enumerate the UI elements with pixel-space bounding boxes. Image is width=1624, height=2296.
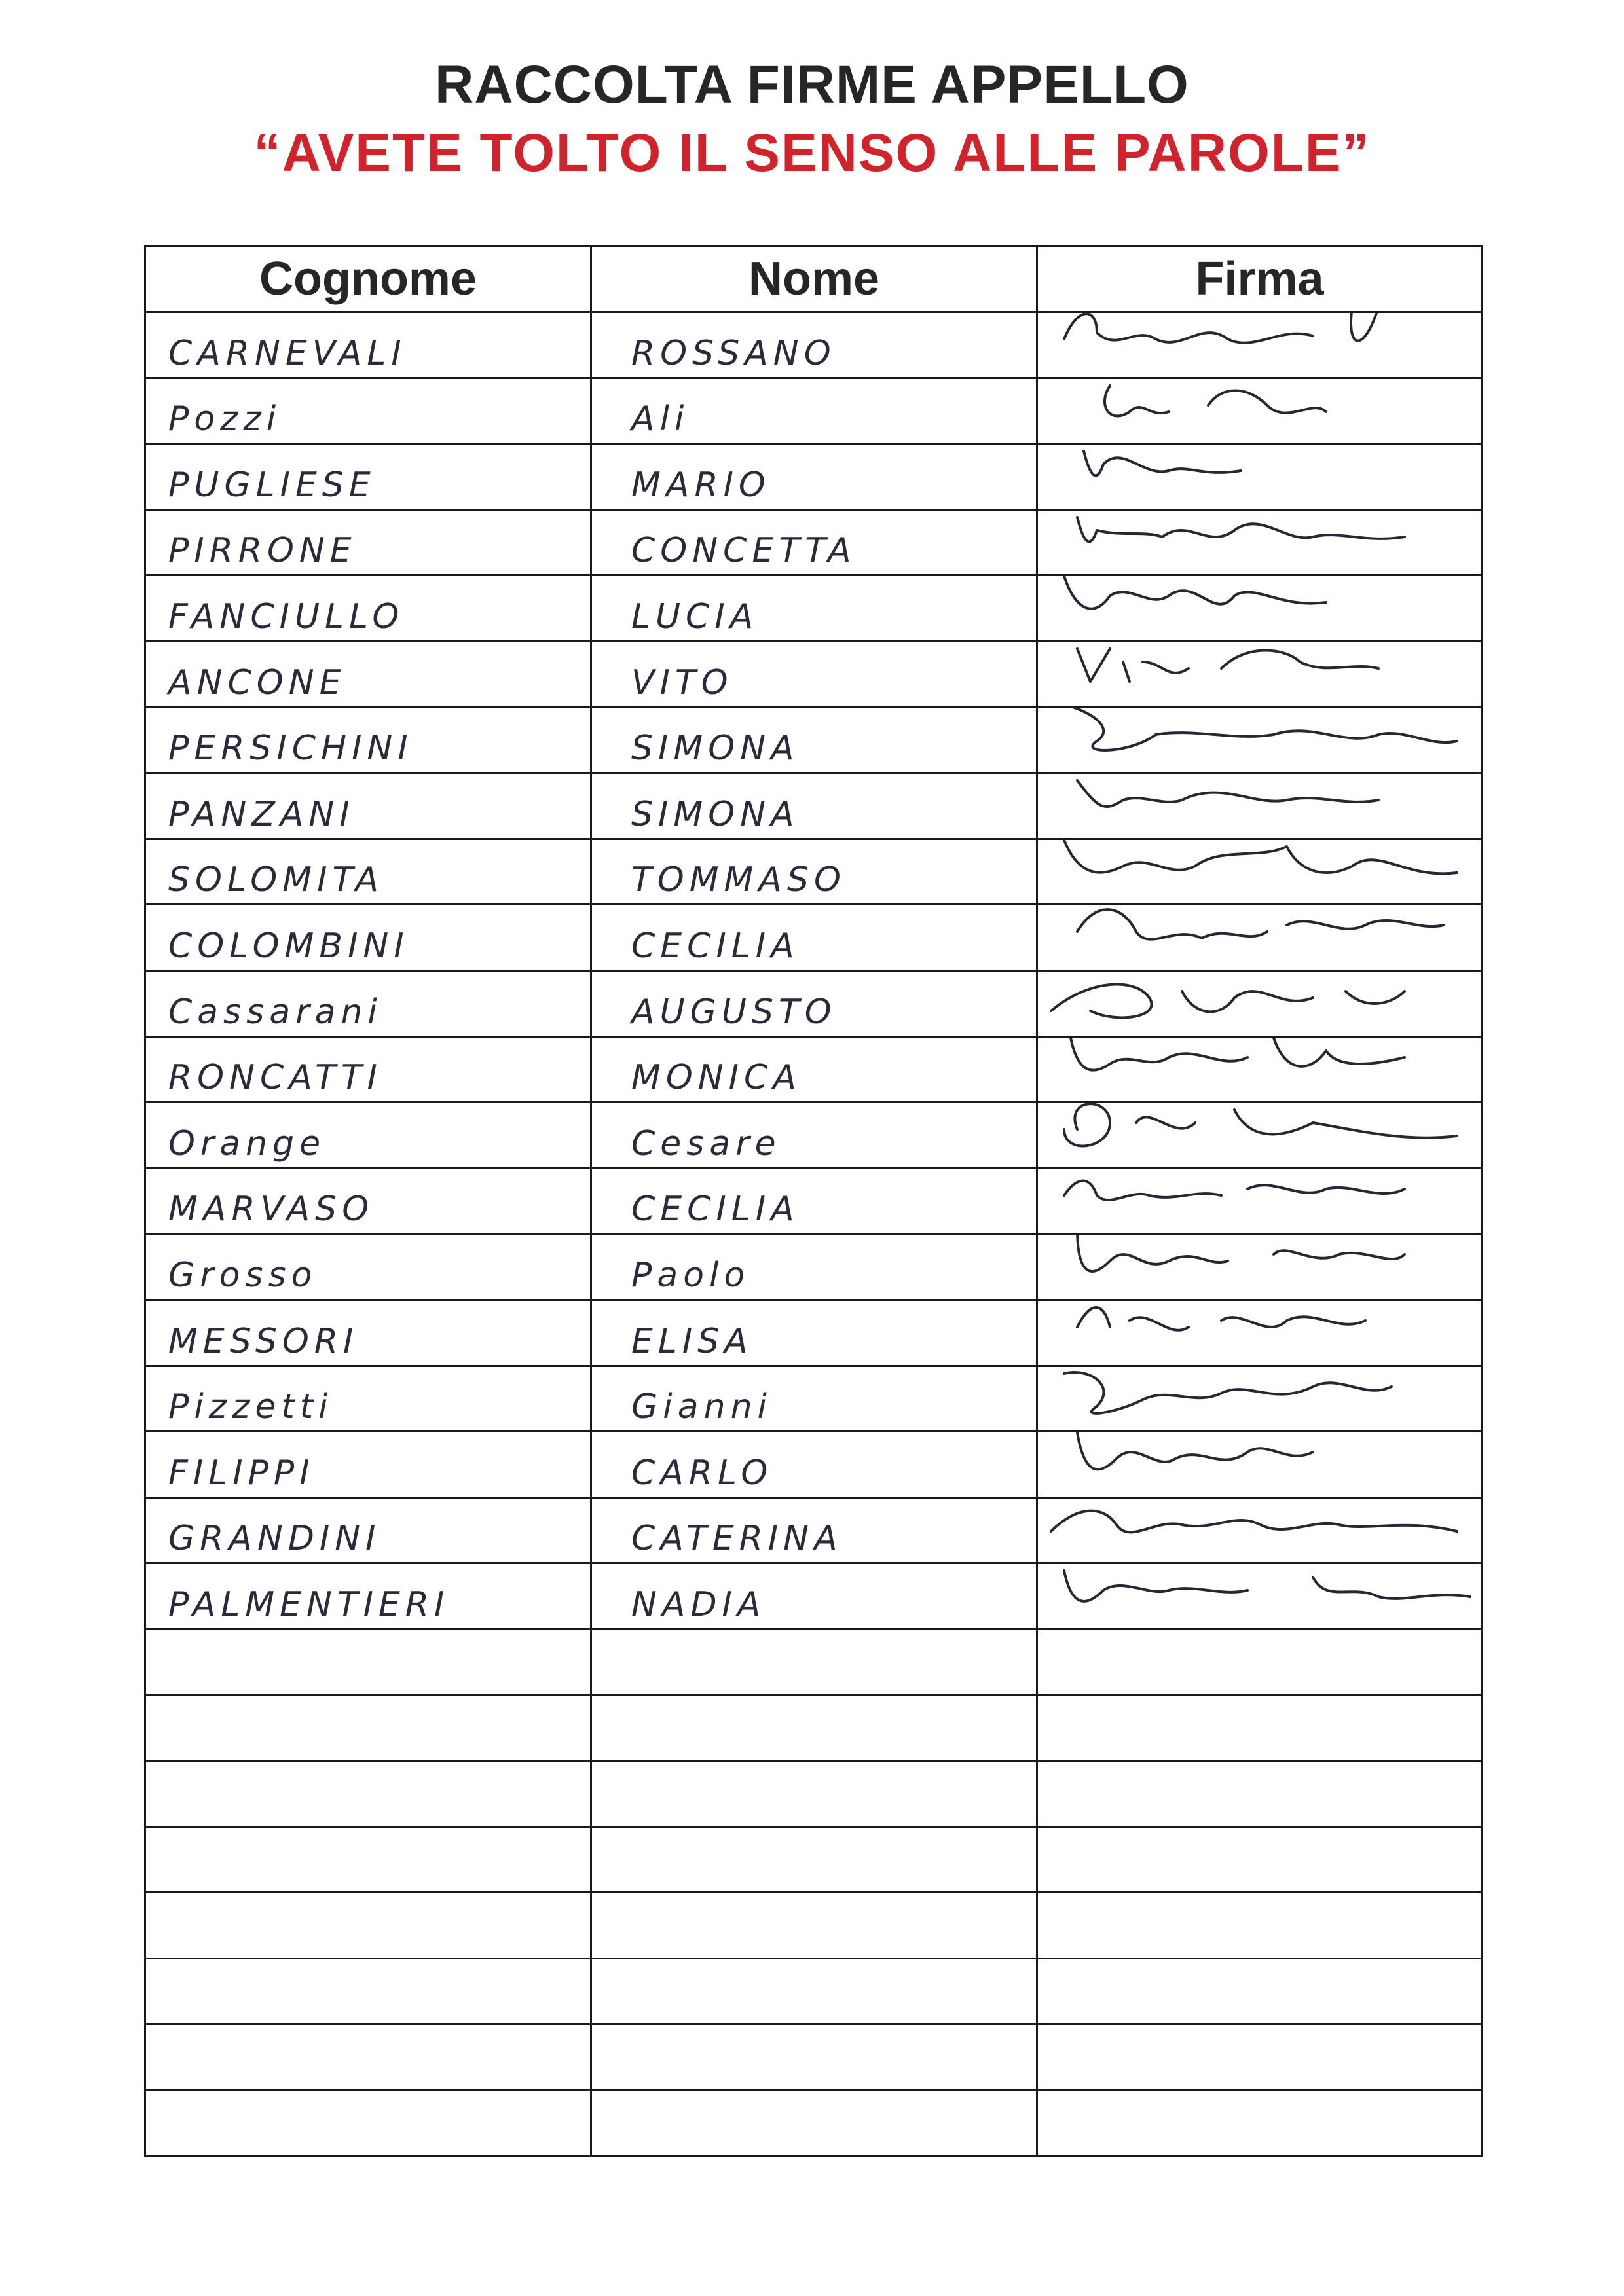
cognome-cell xyxy=(145,1102,591,1169)
cognome-text: Grosso xyxy=(168,1255,318,1295)
nome-text xyxy=(592,2151,1036,2155)
signature-table xyxy=(144,245,1483,2157)
table-row xyxy=(145,970,1483,1036)
firma-cell xyxy=(1037,1036,1483,1102)
table-row xyxy=(145,1958,1483,2024)
nome-text: ELISA xyxy=(631,1321,753,1361)
nome-cell xyxy=(591,1168,1037,1234)
signature-stroke xyxy=(1077,1307,1365,1330)
cognome-cell xyxy=(145,773,591,839)
signature-stroke xyxy=(1064,1372,1392,1413)
firma-cell xyxy=(1037,905,1483,971)
cognome-text: ANCONE xyxy=(168,663,346,702)
nome-text: CONCETTA xyxy=(631,531,857,571)
table-row xyxy=(145,1497,1483,1563)
cognome-cell xyxy=(145,1761,591,1827)
nome-cell xyxy=(591,773,1037,839)
cognome-cell xyxy=(145,1827,591,1893)
table-row xyxy=(145,839,1483,905)
nome-cell xyxy=(591,1695,1037,1761)
cognome-text: SOLOMITA xyxy=(168,860,384,900)
handwritten-signature xyxy=(1038,1432,1483,1498)
nome-text: MARIO xyxy=(631,465,771,505)
signature-stroke xyxy=(1071,1038,1405,1070)
nome-text: MONICA xyxy=(631,1058,802,1098)
cognome-text xyxy=(146,1756,590,1760)
nome-cell xyxy=(591,2090,1037,2157)
firma-cell xyxy=(1037,1629,1483,1695)
table-row xyxy=(145,1432,1483,1498)
table-row xyxy=(145,905,1483,971)
table-row xyxy=(145,1036,1483,1102)
table-row xyxy=(145,1761,1483,1827)
cognome-text: Orange xyxy=(168,1123,326,1163)
cognome-text: RONCATTI xyxy=(168,1058,382,1098)
firma-cell xyxy=(1037,1168,1483,1234)
cognome-cell xyxy=(145,1497,591,1563)
nome-cell xyxy=(591,1761,1037,1827)
nome-cell xyxy=(591,707,1037,773)
cognome-cell xyxy=(145,1695,591,1761)
cognome-text xyxy=(146,2085,590,2089)
table-row xyxy=(145,312,1483,378)
nome-text: Gianni xyxy=(631,1387,772,1427)
cognome-cell xyxy=(145,2090,591,2157)
table-row xyxy=(145,641,1483,707)
nome-cell xyxy=(591,2024,1037,2090)
nome-text: CECILIA xyxy=(631,1190,800,1230)
firma-cell xyxy=(1037,1958,1483,2024)
handwritten-signature xyxy=(1038,1102,1483,1169)
column-header-cognome: Cognome xyxy=(145,246,591,312)
nome-text: SIMONA xyxy=(631,794,800,834)
firma-cell xyxy=(1037,1300,1483,1366)
handwritten-signature xyxy=(1038,312,1483,378)
signature-stroke xyxy=(1084,451,1241,475)
nome-cell xyxy=(591,905,1037,971)
signature-stroke xyxy=(1051,1510,1457,1532)
handwritten-signature xyxy=(1038,1234,1483,1300)
nome-cell xyxy=(591,1432,1037,1498)
cognome-text: PERSICHINI xyxy=(168,729,413,769)
firma-cell xyxy=(1037,839,1483,905)
page-title: RACCOLTA FIRME APPELLO xyxy=(435,55,1189,115)
signature-stroke xyxy=(1064,1104,1457,1146)
firma-cell xyxy=(1037,312,1483,378)
firma-cell xyxy=(1037,509,1483,575)
nome-cell xyxy=(591,509,1037,575)
nome-cell xyxy=(591,1893,1037,1959)
nome-text xyxy=(592,2085,1036,2089)
handwritten-signature xyxy=(1038,707,1483,773)
signature-stroke xyxy=(1064,1571,1470,1601)
nome-cell xyxy=(591,1366,1037,1432)
nome-text: TOMMASO xyxy=(631,860,846,900)
signature-stroke xyxy=(1077,909,1444,939)
signature-stroke xyxy=(1064,840,1457,873)
nome-cell xyxy=(591,1958,1037,2024)
nome-text: AUGUSTO xyxy=(631,992,837,1032)
signature-stroke xyxy=(1077,649,1378,682)
nome-cell xyxy=(591,1300,1037,1366)
handwritten-signature xyxy=(1038,575,1483,642)
page-header xyxy=(0,52,1624,186)
handwritten-signature xyxy=(1038,1366,1483,1432)
nome-cell xyxy=(591,839,1037,905)
signature-stroke xyxy=(1051,984,1405,1017)
signature-stroke xyxy=(1064,576,1326,609)
table-body xyxy=(145,312,1483,2157)
cognome-text xyxy=(146,1822,590,1826)
cognome-cell xyxy=(145,312,591,378)
cognome-text xyxy=(146,1887,590,1891)
table-row xyxy=(145,1300,1483,1366)
cognome-cell xyxy=(145,970,591,1036)
nome-text xyxy=(592,1954,1036,1958)
handwritten-signature xyxy=(1038,1497,1483,1563)
nome-cell xyxy=(591,1102,1037,1169)
nome-text xyxy=(592,2019,1036,2023)
cognome-text: MARVASO xyxy=(168,1190,375,1230)
nome-text: Paolo xyxy=(631,1255,750,1295)
table-row xyxy=(145,1168,1483,1234)
cognome-cell xyxy=(145,1234,591,1300)
firma-cell xyxy=(1037,1893,1483,1959)
handwritten-signature xyxy=(1038,1036,1483,1102)
handwritten-signature xyxy=(1038,378,1483,444)
table-row xyxy=(145,707,1483,773)
firma-cell xyxy=(1037,1432,1483,1498)
table-row xyxy=(145,1366,1483,1432)
nome-cell xyxy=(591,1629,1037,1695)
cognome-cell xyxy=(145,707,591,773)
table-row xyxy=(145,1563,1483,1630)
signature-stroke xyxy=(1077,517,1405,541)
cognome-cell xyxy=(145,1893,591,1959)
cognome-cell xyxy=(145,1036,591,1102)
firma-cell xyxy=(1037,1102,1483,1169)
handwritten-signature xyxy=(1038,444,1483,510)
table-row xyxy=(145,378,1483,444)
cognome-cell xyxy=(145,1563,591,1630)
signature-stroke xyxy=(1064,1180,1405,1200)
cognome-cell xyxy=(145,575,591,642)
nome-cell xyxy=(591,378,1037,444)
cognome-text: MESSORI xyxy=(168,1321,359,1361)
cognome-cell xyxy=(145,1629,591,1695)
firma-cell xyxy=(1037,2024,1483,2090)
firma-cell xyxy=(1037,444,1483,510)
handwritten-signature xyxy=(1038,1563,1483,1630)
table-row xyxy=(145,1695,1483,1761)
cognome-text xyxy=(146,1690,590,1694)
nome-cell xyxy=(591,444,1037,510)
cognome-text: Pozzi xyxy=(168,399,282,439)
nome-cell xyxy=(591,575,1037,642)
nome-text xyxy=(592,1690,1036,1694)
firma-cell xyxy=(1037,970,1483,1036)
table-row xyxy=(145,1102,1483,1169)
nome-cell xyxy=(591,312,1037,378)
firma-cell xyxy=(1037,1366,1483,1432)
signature-stroke xyxy=(1051,707,1457,750)
table-row xyxy=(145,509,1483,575)
cognome-cell xyxy=(145,378,591,444)
table-row xyxy=(145,2024,1483,2090)
page-subtitle: “AVETE TOLTO IL SENSO ALLE PAROLE” xyxy=(253,123,1371,183)
firma-cell xyxy=(1037,1695,1483,1761)
nome-text: CARLO xyxy=(631,1453,773,1493)
nome-text: SIMONA xyxy=(631,729,800,769)
table-row xyxy=(145,1893,1483,1959)
cognome-text: PIRRONE xyxy=(168,531,357,571)
cognome-cell xyxy=(145,2024,591,2090)
cognome-text: FILIPPI xyxy=(168,1453,315,1493)
firma-cell xyxy=(1037,1234,1483,1300)
nome-text: ROSSANO xyxy=(631,333,836,373)
table-row xyxy=(145,773,1483,839)
cognome-cell xyxy=(145,1432,591,1498)
nome-text xyxy=(592,1822,1036,1826)
cognome-text: PALMENTIERI xyxy=(168,1584,450,1624)
cognome-text xyxy=(146,1954,590,1958)
nome-cell xyxy=(591,641,1037,707)
firma-cell xyxy=(1037,378,1483,444)
nome-cell xyxy=(591,1234,1037,1300)
cognome-text: PUGLIESE xyxy=(168,465,376,505)
nome-text xyxy=(592,1887,1036,1891)
handwritten-signature xyxy=(1038,905,1483,971)
firma-cell xyxy=(1037,575,1483,642)
handwritten-signature xyxy=(1038,970,1483,1036)
handwritten-signature xyxy=(1038,839,1483,905)
signature-stroke xyxy=(1077,780,1378,807)
cognome-text: Cassarani xyxy=(168,992,382,1032)
table-row xyxy=(145,1629,1483,1695)
firma-cell xyxy=(1037,641,1483,707)
nome-text: Cesare xyxy=(631,1123,781,1163)
cognome-cell xyxy=(145,839,591,905)
nome-text: LUCIA xyxy=(631,596,759,636)
table-row xyxy=(145,2090,1483,2157)
nome-text: VITO xyxy=(631,663,733,702)
nome-text: CECILIA xyxy=(631,926,800,966)
nome-text: Ali xyxy=(631,399,690,439)
cognome-cell xyxy=(145,1300,591,1366)
cognome-text: GRANDINI xyxy=(168,1519,381,1559)
cognome-text: FANCIULLO xyxy=(168,596,405,636)
column-header-firma: Firma xyxy=(1037,246,1483,312)
nome-cell xyxy=(591,1497,1037,1563)
cognome-text: CARNEVALI xyxy=(168,333,407,373)
cognome-cell xyxy=(145,1168,591,1234)
nome-text xyxy=(592,1756,1036,1760)
cognome-cell xyxy=(145,509,591,575)
cognome-text: Pizzetti xyxy=(168,1387,333,1427)
firma-cell xyxy=(1037,1827,1483,1893)
cognome-text: PANZANI xyxy=(168,794,355,834)
signature-stroke xyxy=(1064,312,1378,343)
nome-cell xyxy=(591,1827,1037,1893)
cognome-text xyxy=(146,2151,590,2155)
nome-cell xyxy=(591,1036,1037,1102)
signature-stroke xyxy=(1077,1234,1405,1271)
column-header-nome: Nome xyxy=(591,246,1037,312)
table-row xyxy=(145,444,1483,510)
nome-cell xyxy=(591,970,1037,1036)
handwritten-signature xyxy=(1038,641,1483,707)
cognome-text: COLOMBINI xyxy=(168,926,409,966)
table-header-row xyxy=(145,246,1483,312)
firma-cell xyxy=(1037,773,1483,839)
cognome-cell xyxy=(145,1958,591,2024)
handwritten-signature xyxy=(1038,509,1483,575)
handwritten-signature xyxy=(1038,1300,1483,1366)
cognome-cell xyxy=(145,641,591,707)
firma-cell xyxy=(1037,707,1483,773)
cognome-cell xyxy=(145,905,591,971)
table-row xyxy=(145,575,1483,642)
cognome-text xyxy=(146,2019,590,2023)
firma-cell xyxy=(1037,1563,1483,1630)
table-row xyxy=(145,1827,1483,1893)
nome-text: CATERINA xyxy=(631,1519,843,1559)
firma-cell xyxy=(1037,1761,1483,1827)
signature-stroke xyxy=(1105,386,1326,416)
handwritten-signature xyxy=(1038,773,1483,839)
handwritten-signature xyxy=(1038,1168,1483,1234)
firma-cell xyxy=(1037,2090,1483,2157)
firma-cell xyxy=(1037,1497,1483,1563)
table-row xyxy=(145,1234,1483,1300)
nome-text: NADIA xyxy=(631,1584,766,1624)
signature-stroke xyxy=(1077,1432,1313,1469)
cognome-cell xyxy=(145,1366,591,1432)
cognome-cell xyxy=(145,444,591,510)
nome-cell xyxy=(591,1563,1037,1630)
